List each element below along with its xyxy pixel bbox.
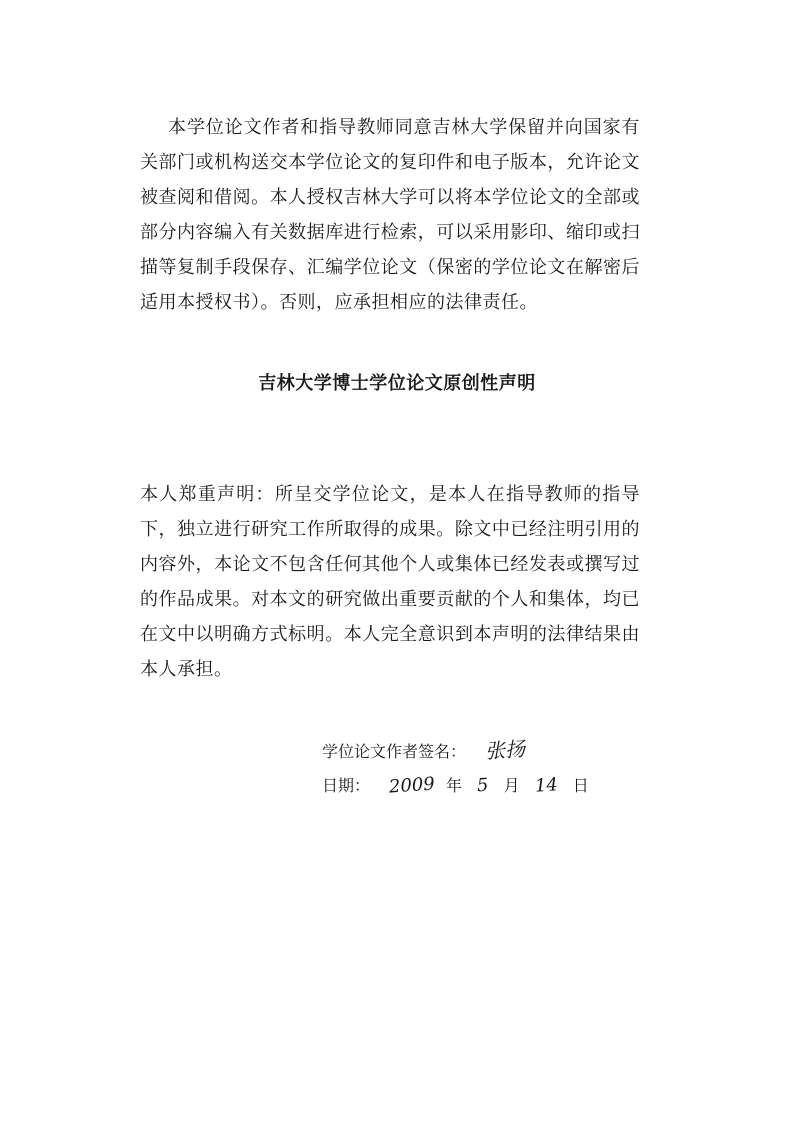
date-label: 日期： (322, 776, 371, 795)
date-year: 2009 (388, 773, 436, 798)
signature-label: 学位论文作者签名： (322, 742, 467, 761)
date-day-unit: 日 (572, 776, 589, 795)
date-year-unit: 年 (446, 776, 463, 795)
date-month: 5 (476, 774, 490, 797)
authorization-paragraph: 本学位论文作者和指导教师同意吉林大学保留并向国家有关部门或机构送交本学位论文的复印件和电子版本，允许论文被查阅和借阅。本人授权吉林大学可以将本学位论文的全部或部分内容编入有关数据库进行检索，可以采用影印、缩印或扫描等复制手段保存、汇编学位论文（保密的学位论文在解密后适用本授权书）。否则，应承担相应的法律责任。 (140, 117, 640, 313)
handwritten-signature: 张扬 (484, 736, 526, 764)
signature-line (322, 738, 525, 764)
date-day: 14 (534, 774, 559, 797)
declaration-paragraph: 本人郑重声明：所呈交学位论文，是本人在指导教师的指导下，独立进行研究工作所取得的成果。除文中已经注明引用的内容外，本论文不包含任何其他个人或集体已经发表或撰写过的作品成果。对本文的研究做出重要贡献的个人和集体，均已在文中以明确方式标明。本人完全意识到本声明的法律结果由本人承担。 (140, 484, 640, 680)
date-month-unit: 月 (503, 776, 520, 795)
declaration-title: 吉林大学博士学位论文原创性声明 (258, 373, 536, 394)
date-line (322, 774, 595, 798)
